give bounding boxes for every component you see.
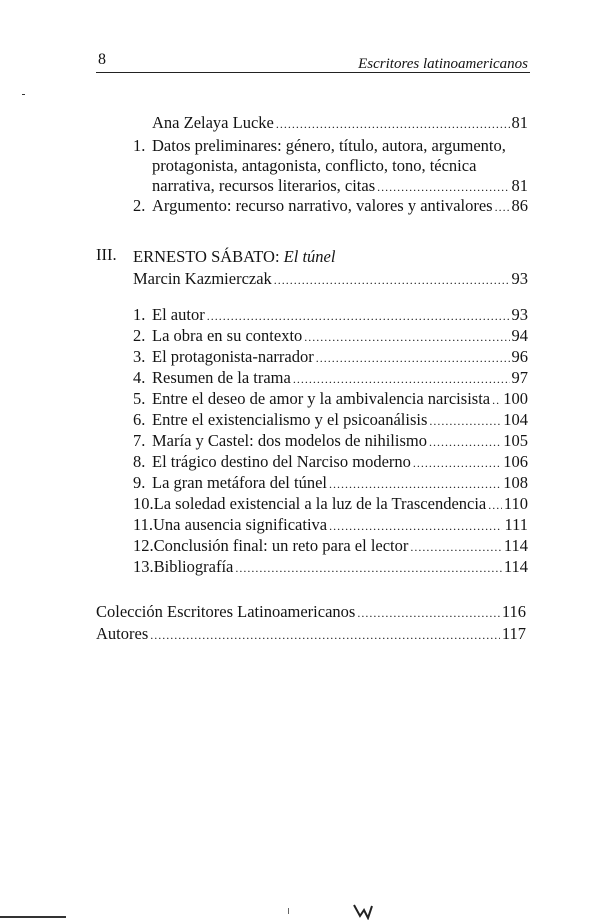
toc-page-number: 117 [501,624,526,643]
dot-leader [329,474,501,494]
toc-entry-9[interactable] [133,473,528,494]
toc-page-number: 108 [503,473,528,492]
toc-page-number: 110 [503,494,528,513]
toc-entry-10[interactable] [133,494,528,515]
dot-leader [276,114,510,134]
toc-entry-text: María y Castel: dos modelos de nihilismo [152,431,427,450]
toc-item-number: 1. [133,305,146,324]
dot-leader [377,177,509,197]
section-title [133,247,335,267]
toc-page-number: 116 [501,602,526,621]
dot-leader [207,306,510,326]
toc-item-number: 1. [133,136,146,155]
dot-leader [429,411,501,431]
toc-entry-text: Conclusión final: un reto para el lector [153,536,409,555]
toc-item-number: 3. [133,347,146,366]
dot-leader [410,537,501,557]
toc-entry-autores[interactable] [96,624,526,645]
toc-entry-13[interactable] [133,557,528,578]
toc-entry-text: La gran metáfora del túnel [152,473,327,492]
toc-page-number: 86 [511,196,528,215]
dot-leader [316,348,510,368]
toc-entry-text: Entre el deseo de amor y la ambivalencia narcisista [152,389,491,408]
toc-entry-text: Una ausencia significativa [153,515,328,534]
dot-leader [235,558,502,578]
toc-entry-5[interactable] [133,389,528,410]
toc-entry-11[interactable] [133,515,528,536]
toc-item-number: 6. [133,410,146,429]
toc-page-number: 81 [511,113,528,132]
toc-entry-12[interactable] [133,536,528,557]
section-roman-numeral: III. [96,245,117,264]
toc-entry-text: narrativa, recursos literarios, citas [152,176,376,195]
toc-page-number: 105 [503,431,528,450]
toc-item-number: 4. [133,368,146,387]
toc-entry-4[interactable] [133,368,528,389]
toc-entry-6[interactable] [133,410,528,431]
toc-entry-text: El autor [152,305,205,324]
dot-leader [492,390,501,410]
toc-item-line: Datos preliminares: género, título, autora, argumento, [152,136,506,155]
toc-entry-text: Entre el existencialismo y el psicoanálisis [152,410,428,429]
toc-item-line: protagonista, antagonista, conflicto, tono, técnica [152,156,477,175]
dot-leader [293,369,510,389]
toc-entry-2[interactable] [133,326,528,347]
toc-page-number: 93 [511,305,528,324]
toc-entry-text: Colección Escritores Latinoamericanos [96,602,356,621]
running-head-title: Escritores latinoamericanos [358,56,528,72]
toc-entry-text: Bibliografía [153,557,234,576]
section-title-work: El túnel [283,247,336,266]
toc-entry-text: El trágico destino del Narciso moderno [152,452,411,471]
dot-leader [413,453,501,473]
toc-entry-text: La soledad existencial a la luz de la Trascendencia [153,494,487,513]
toc-page-number: 93 [511,269,528,288]
toc-item-number: 2. [133,326,146,345]
toc-entry-author-ana-zelaya[interactable] [152,113,528,134]
toc-entry-text: Ana Zelaya Lucke [152,113,274,132]
toc-page-number: 114 [503,557,528,576]
page-number: 8 [98,51,106,68]
toc-item-number: 5. [133,389,146,408]
dot-leader [150,625,500,645]
toc-entry-text: Marcin Kazmierczak [133,269,272,288]
toc-entry-datos-preliminares[interactable] [152,176,528,197]
dot-leader [488,495,502,515]
scan-speck [22,94,25,95]
section-title-author: ERNESTO SÁBATO: [133,247,284,266]
toc-entry-1[interactable] [133,305,528,326]
toc-entry-7[interactable] [133,431,528,452]
toc-page-number: 94 [511,326,528,345]
dot-leader [304,327,509,347]
dot-leader [329,516,502,536]
dot-leader [429,432,501,452]
toc-item-number: 8. [133,452,146,471]
toc-entry-critic-marcin[interactable] [133,269,528,290]
toc-item-number: 9. [133,473,146,492]
toc-entry-argumento[interactable] [152,196,528,217]
scan-speck [288,908,289,914]
toc-page-number: 104 [503,410,528,429]
dot-leader [357,603,500,623]
toc-page-number: 111 [504,515,528,534]
toc-page-number: 97 [511,368,528,387]
toc-entry-text: Autores [96,624,149,643]
toc-item-number: 12. [133,536,154,555]
toc-page-number: 96 [511,347,528,366]
toc-item-number: 11. [133,515,154,534]
scan-edge-line [0,916,66,918]
toc-entry-8[interactable] [133,452,528,473]
dot-leader [274,270,510,290]
toc-item-number: 2. [133,196,146,215]
toc-page-number: 106 [503,452,528,471]
toc-item-number: 10. [133,494,154,513]
toc-page-number: 114 [503,536,528,555]
toc-entry-3[interactable] [133,347,528,368]
toc-entry-text: La obra en su contexto [152,326,303,345]
toc-entry-text: Resumen de la trama [152,368,291,387]
toc-item-number: 7. [133,431,146,450]
dot-leader [495,197,510,217]
toc-entry-text: El protagonista-narrador [152,347,314,366]
scan-smudge-mark [352,902,374,920]
toc-page-number: 100 [503,389,528,408]
toc-entry-text: Argumento: recurso narrativo, valores y antivalores [152,196,493,215]
toc-entry-coleccion[interactable] [96,602,526,623]
toc-item-number: 13. [133,557,154,576]
toc-page-number: 81 [511,176,528,195]
